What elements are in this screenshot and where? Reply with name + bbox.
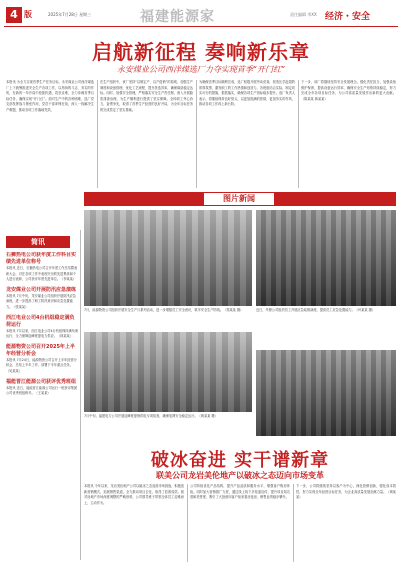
sidebar-title: 简讯 [6, 236, 70, 248]
second-subheadline: 联美公司龙岩美伦地产以破冰之态迈向市场变革 [156, 470, 324, 480]
sidebar-item-text: 本报讯 近日，石狮热电公司召开年度工作总结暨表彰大会，对在各项工作中表现突出的先进集体和个人进行表彰，公司获评年度先进单位。（李某某） [6, 266, 78, 282]
sidebar-item-text: 本报讯 7月以来，西江电业公司4台机组保持满负荷运行，全力保障迎峰度夏电力供应。（林某某） [6, 328, 78, 339]
main-headline: 启航新征程 奏响新乐章 [92, 40, 310, 64]
masthead: 福建能源家 [140, 9, 215, 25]
column-divider [97, 80, 98, 188]
header-rule [4, 26, 398, 27]
sidebar-item-text: 本报讯 近日，福能晋江能源公司运行一班获评集团公司优秀班组称号。（王某某） [6, 385, 78, 396]
sidebar-item-headline: 石狮热电公司获年度工作科目实绩先进单位称号 [6, 252, 77, 265]
sidebar-item-text: 本报讯 7月中旬，龙安煤业公司组织开展防汛应急演练，进一步提高了职工防汛意识和应急处置能力。（张某某） [6, 293, 76, 309]
sidebar-item [6, 379, 78, 397]
column-divider [196, 80, 197, 188]
photo-caption-right: 近日，华厦公司组织员工开展应急疏散演练，提高员工应急处置能力。（叶某某 摄） [256, 308, 375, 312]
column-divider [293, 484, 294, 562]
photo-drill-team [256, 210, 396, 306]
page-number: 4 [6, 7, 22, 23]
main-article-col3: 为确保首季目标顺利完成，选厂积极开展劳动竞赛，营造比学赶超的浓厚氛围，激发职工的工作热情和创造力。各班组结合实际，制定切实可行的措施，狠抓落实，确保各项生产指标稳步提升。选厂负责人表示，将继续保持良好势头，以更加饱满的热情，更加务实的作风，推动各项工作再上新台阶。 [199, 80, 295, 107]
column-divider [298, 80, 299, 188]
main-article-col1: 本报讯 为全力实现首季生产任务目标，永安煤业公司西洋煤选厂上下统筹推进安全生产各项工作，以昂扬的斗志、务实的作风，在新的一年开局中抢抓机遇，攻坚克难，全力冲刺首季目标任务，确保实现“开门红”。面对生产中的各种困难，选厂党支部发挥战斗堡垒作用，党员干部冲锋在前，深入一线解决生产难题，推动各项工作落地见效。 [6, 80, 94, 112]
sidebar-divider [80, 230, 81, 560]
sidebar-list [6, 252, 78, 562]
main-subheadline: 永安煤业公司西洋煤选厂力夺实现首季“开门红” [116, 65, 286, 74]
sidebar-item [6, 344, 78, 375]
editor-line: 责任编辑 李XX [290, 12, 317, 17]
column-divider [187, 484, 188, 562]
sidebar-item-headline: 西江电业公司4台机组稳定满负荷运行 [6, 314, 75, 328]
section-title: 经济・安全 [325, 12, 371, 22]
page-label: 版 [24, 10, 32, 19]
sidebar-item-headline: 福能晋江能源公司获评优秀班组 [6, 378, 77, 385]
main-article-col4: 下一步，该厂将继续坚持安全发展理念，强化责任担当，加强设备维护保养，提高设备运行效率，确保安全生产形势持续稳定，努力完成全年各项目标任务，为公司高质量发展作出新的更大贡献。（陈某某 林某某） [301, 80, 396, 101]
sidebar-item-text: 本报讯 7月24日，能源物资公司召开上半年经营分析会，总结上半年工作，部署下半年重点任务。（吴某某） [6, 357, 77, 373]
sidebar-item [6, 252, 78, 283]
photo-equipment [256, 350, 396, 436]
sidebar-item [6, 287, 78, 311]
photo-safety-activity [84, 210, 252, 306]
photo-power-inspection [84, 332, 252, 412]
sidebar-item [6, 315, 78, 340]
sidebar-item-headline: 龙安煤业公司开展防汛应急演练 [6, 286, 77, 293]
second-article-col3: 下一步，公司将继续坚持以客户为中心，深化营销创新，强化成本管控，努力实现全年经营目标任务，为企业高质量发展贡献力量。（黄某某） [296, 484, 396, 500]
photo-caption-bottom: 7月中旬，福建电力公司开展迎峰度夏保供电专项检查，确保电网安全稳定运行。（黄某某 摄） [84, 414, 218, 418]
photo-news-label: 图片新闻 [204, 193, 274, 205]
second-article-col2: 公司持续优化产品结构，提升产品品质和服务水平，增强客户购房体验。同时加大营销推广力度，通过线上线下多渠道宣传，提升项目知名度和美誉度，吸引了大批意向客户前来看房选房，销售业绩稳步攀升。 [190, 484, 290, 500]
second-headline: 破冰奋进 实干谱新章 [150, 450, 330, 471]
photo-caption-left: 7月，能源物资公司组织开展安全生产月系列活动，进一步增强员工安全意识，筑牢安全生产防线。（郑某某 摄） [84, 308, 244, 312]
issue-date: 2025年7月28日 星期三 [48, 12, 92, 17]
main-article-col2: 在生产组织中，该厂坚持“以销定产、以产促销”的原则，加强生产调度和设备管理，优化工艺流程，提升洗选效率，确保煤质稳定达标。同时，加强安全管理，严格落实安全生产责任制，深入开展隐患排查治理，为生产顺利进行提供了坚实保障。全体职工齐心协力，奋勇争先，取得了首季生产经营的良好开局，为全年目标任务的完成奠定了坚实基础。 [100, 80, 193, 112]
second-article-col1: 本报讯 今年以来，龙岩美伦地产公司以破冰之态直面市场挑战，积极创新营销模式，拓展销售渠道，全力推动项目去化，取得了显著成效。面对房地产市场深度调整的严峻形势，公司领导班子带领全体员工迎难而上，主动作为。 [84, 484, 184, 505]
sidebar-item-headline: 能源物资公司召开2025年上半年经营分析会 [6, 343, 75, 357]
